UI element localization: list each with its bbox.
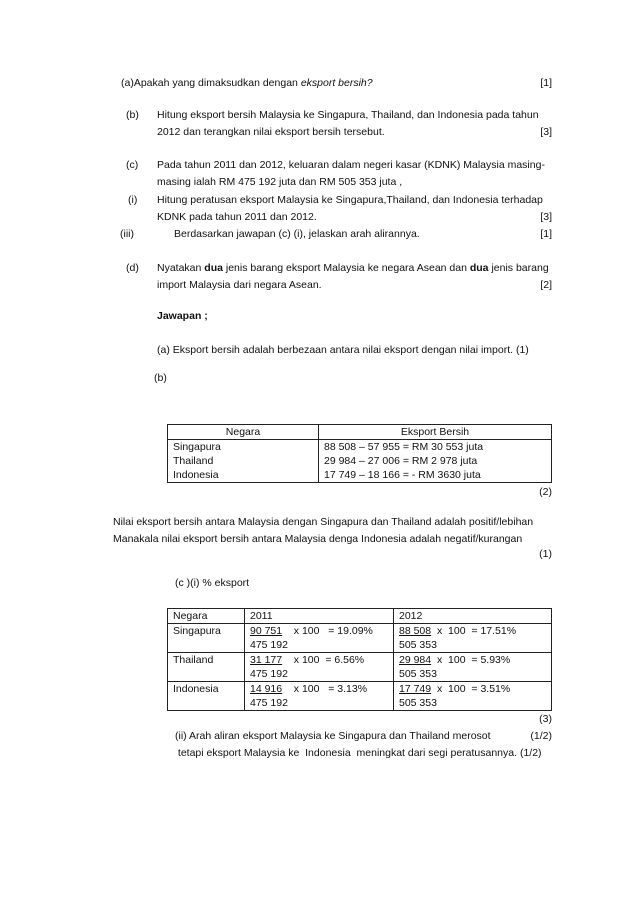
fraction-denominator: 505 353	[399, 639, 437, 651]
table-row	[168, 624, 552, 653]
question-ciii-text: Berdasarkan jawapan (c) (i), jelaskan arah alirannya.	[174, 228, 420, 240]
table-header: 2011	[245, 609, 394, 624]
table-cell	[394, 624, 552, 653]
table-row	[168, 468, 552, 483]
table-cell: Indonesia	[168, 468, 319, 483]
fraction-numerator: 14 916	[250, 683, 283, 695]
fraction-numerator: 31 177	[250, 654, 283, 666]
table-cell: 29 984 – 27 006 = RM 2 978 juta	[319, 454, 552, 468]
question-d-mark: [2]	[540, 279, 552, 291]
table-row	[168, 454, 552, 468]
question-a-label: (a)	[121, 77, 134, 89]
answer-cii-line1: (ii) Arah aliran eksport Malaysia ke Singapura dan Thailand merosot	[175, 730, 491, 742]
table-row	[168, 440, 552, 455]
table-cell	[394, 653, 552, 682]
table-header: Eksport Bersih	[319, 425, 552, 440]
question-d-line2: import Malaysia dari negara Asean.	[157, 279, 322, 291]
question-a	[121, 77, 373, 89]
question-d-text-c: jenis barang eksport Malaysia ke negara Asean dan	[222, 262, 470, 274]
fraction-result: x 100 = 6.56%	[282, 654, 365, 666]
fraction-numerator: 90 751	[250, 625, 283, 637]
table-header: 2012	[394, 609, 552, 624]
fraction-result: x 100 = 17.51%	[431, 625, 517, 637]
table-row	[168, 682, 552, 711]
question-d-bold-1: dua	[204, 262, 223, 274]
answer-cii-mark1: (1/2)	[530, 730, 552, 742]
fraction-denominator: 475 192	[250, 697, 288, 709]
fraction-numerator: 29 984	[399, 654, 432, 666]
table-header: Negara	[168, 609, 245, 624]
question-c-line2: masing ialah RM 475 192 juta dan RM 505 353 juta ,	[157, 176, 403, 188]
answer-ci-heading: (c )(i) % eksport	[175, 577, 250, 589]
net-export-table	[167, 424, 552, 483]
answer-cii-line2: tetapi eksport Malaysia ke Indonesia meningkat dari segi peratusannya. (1/2)	[175, 747, 542, 759]
question-a-mark: [1]	[540, 77, 552, 89]
table2-mark: (3)	[539, 713, 552, 725]
question-b-line1: Hitung eksport bersih Malaysia ke Singapura, Thailand, dan Indonesia pada tahun	[157, 109, 539, 121]
fraction-result: x 100 = 19.09%	[282, 625, 373, 637]
answers-heading: Jawapan ;	[157, 310, 208, 322]
question-ci-mark: [3]	[540, 211, 552, 223]
fraction-denominator: 505 353	[399, 668, 437, 680]
question-d-bold-2: dua	[469, 262, 489, 274]
answer-b-explanation-mark: (1)	[539, 548, 552, 560]
question-ci-line1: Hitung peratusan eksport Malaysia ke Singapura,Thailand, dan Indonesia terhadap	[157, 194, 543, 206]
table-cell	[245, 682, 394, 711]
table-header: Negara	[168, 425, 319, 440]
table-cell	[245, 624, 394, 653]
fraction-result: x 100 = 3.13%	[282, 683, 368, 695]
table-cell: Singapura	[168, 440, 319, 455]
table-cell: Thailand	[168, 454, 319, 468]
answer-a: (a) Eksport bersih adalah berbezaan antara nilai eksport dengan nilai import. (1)	[157, 344, 529, 356]
question-ci-label: (i)	[128, 194, 138, 206]
question-ci-line2: KDNK pada tahun 2011 dan 2012.	[157, 211, 317, 223]
table1-mark: (2)	[539, 486, 552, 498]
table-row	[168, 653, 552, 682]
question-ciii-mark: [1]	[540, 228, 552, 240]
table-cell: Indonesia	[168, 682, 245, 711]
question-ciii-label: (iii)	[120, 228, 134, 240]
question-b-label: (b)	[126, 109, 139, 121]
fraction-numerator: 17 749	[399, 683, 432, 695]
table-cell: Thailand	[168, 653, 245, 682]
fraction-denominator: 475 192	[250, 639, 288, 651]
table-cell: 17 749 – 18 166 = - RM 3630 juta	[319, 468, 552, 483]
fraction-result: x 100 = 3.51%	[431, 683, 511, 695]
question-b-mark: [3]	[540, 126, 552, 138]
question-d-label: (d)	[126, 262, 139, 274]
question-d-text-a: Nyatakan	[157, 262, 205, 274]
question-d-text-e: jenis barang	[488, 262, 549, 274]
answer-b-explanation-1: Nilai eksport bersih antara Malaysia dengan Singapura dan Thailand adalah positif/lebihan	[113, 516, 534, 528]
fraction-denominator: 475 192	[250, 668, 288, 680]
fraction-numerator: 88 508	[399, 625, 432, 637]
question-d-line1	[157, 262, 549, 274]
question-c-line1: Pada tahun 2011 dan 2012, keluaran dalam negeri kasar (KDNK) Malaysia masing-	[157, 159, 545, 171]
table-cell: Singapura	[168, 624, 245, 653]
question-c-label: (c)	[126, 159, 139, 171]
table-cell: 88 508 – 57 955 = RM 30 553 juta	[319, 440, 552, 455]
question-a-text: Apakah yang dimaksudkan dengan	[133, 77, 301, 89]
export-percentage-table	[167, 608, 552, 711]
fraction-result: x 100 = 5.93%	[431, 654, 511, 666]
table-cell	[394, 682, 552, 711]
question-b-line2: 2012 dan terangkan nilai eksport bersih tersebut.	[157, 126, 385, 138]
answer-b-label: (b)	[154, 372, 167, 384]
question-a-term: eksport bersih?	[300, 77, 373, 89]
table-cell	[245, 653, 394, 682]
fraction-denominator: 505 353	[399, 697, 437, 709]
answer-b-explanation-2: Manakala nilai eksport bersih antara Malaysia denga Indonesia adalah negatif/kurangan	[113, 533, 523, 545]
